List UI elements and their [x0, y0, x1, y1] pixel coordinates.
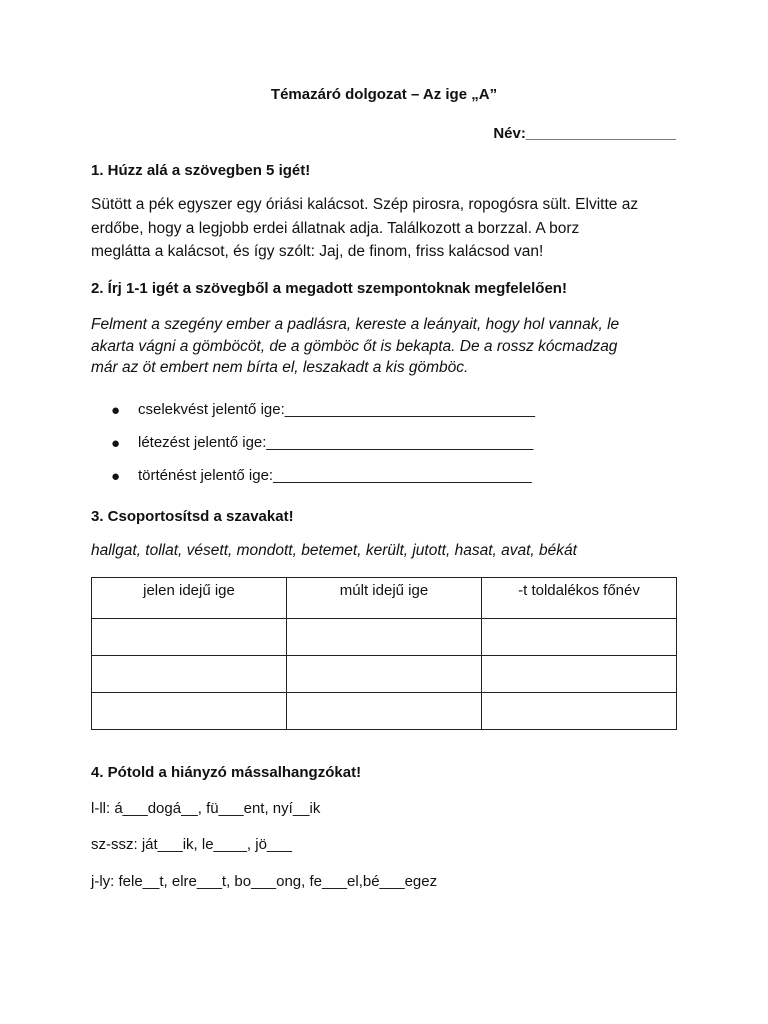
q1-line: erdőbe, hogy a legjobb erdei állatnak adja. Találkozott a borzzal. A borz [91, 219, 580, 237]
table-cell [482, 619, 677, 656]
page-title: Témazáró dolgozat – Az ige „A” [270, 86, 498, 103]
table-row [92, 693, 677, 730]
q2-text [91, 314, 691, 379]
column-header: múlt idejű ige [287, 578, 482, 619]
table-row [92, 619, 677, 656]
q2-line: akarta vágni a gömböcöt, de a gömböc őt is bekapta. De a rossz kócmadzag [91, 337, 618, 355]
q4-line: j-ly: fele__t, elre___t, bo___ong, fe___el,bé___egez [91, 873, 438, 890]
table-cell [287, 693, 482, 730]
table-cell [482, 693, 677, 730]
q4-line: sz-ssz: ját___ik, le____, jö___ [91, 836, 292, 853]
grouping-table [91, 577, 677, 730]
q2-bullet-text: létezést jelentő ige:________________________________ [138, 434, 534, 451]
q1-line: Sütött a pék egyszer egy óriási kalácsot. Szép pirosra, ropogósra sült. Elvitte az [91, 196, 639, 213]
table-cell [92, 693, 287, 730]
table-header-row [92, 578, 677, 619]
q1-text [91, 193, 691, 264]
bullet-dot-icon: ● [111, 435, 121, 452]
q3-word-list: hallgat, tollat, vésett, mondott, betemet, került, jutott, hasat, avat, békát [91, 542, 577, 559]
q2-line: Felment a szegény ember a padlásra, kereste a leányait, hogy hol vannak, le [91, 316, 620, 333]
table-cell [287, 619, 482, 656]
table-cell [482, 656, 677, 693]
table-cell [287, 656, 482, 693]
q1-heading: 1. Húzz alá a szövegben 5 igét! [91, 162, 311, 179]
name-field: Név:__________________ [493, 125, 676, 142]
bullet-dot-icon: ● [111, 468, 121, 485]
q2-line: már az öt embert nem bírta el, leszakadt a kis gömböc. [91, 359, 469, 376]
q3-heading: 3. Csoportosítsd a szavakat! [91, 508, 294, 525]
q2-heading: 2. Írj 1-1 igét a szövegből a megadott szempontoknak megfelelően! [91, 280, 567, 297]
q1-line: meglátta a kalácsot, és így szólt: Jaj, de finom, friss kalácsod van! [91, 243, 544, 260]
column-header: -t toldalékos főnév [482, 578, 677, 619]
q2-bullet-text: történést jelentő ige:_______________________________ [138, 467, 532, 484]
table-cell [92, 656, 287, 693]
column-header: jelen idejű ige [92, 578, 287, 619]
table-cell [92, 619, 287, 656]
q4-line: l-ll: á___dogá__, fü___ent, nyí__ik [91, 800, 321, 817]
bullet-dot-icon: ● [111, 402, 121, 419]
q4-heading: 4. Pótold a hiányzó mássalhangzókat! [91, 764, 362, 781]
table-row [92, 656, 677, 693]
q2-bullet-text: cselekvést jelentő ige:______________________________ [138, 401, 536, 418]
